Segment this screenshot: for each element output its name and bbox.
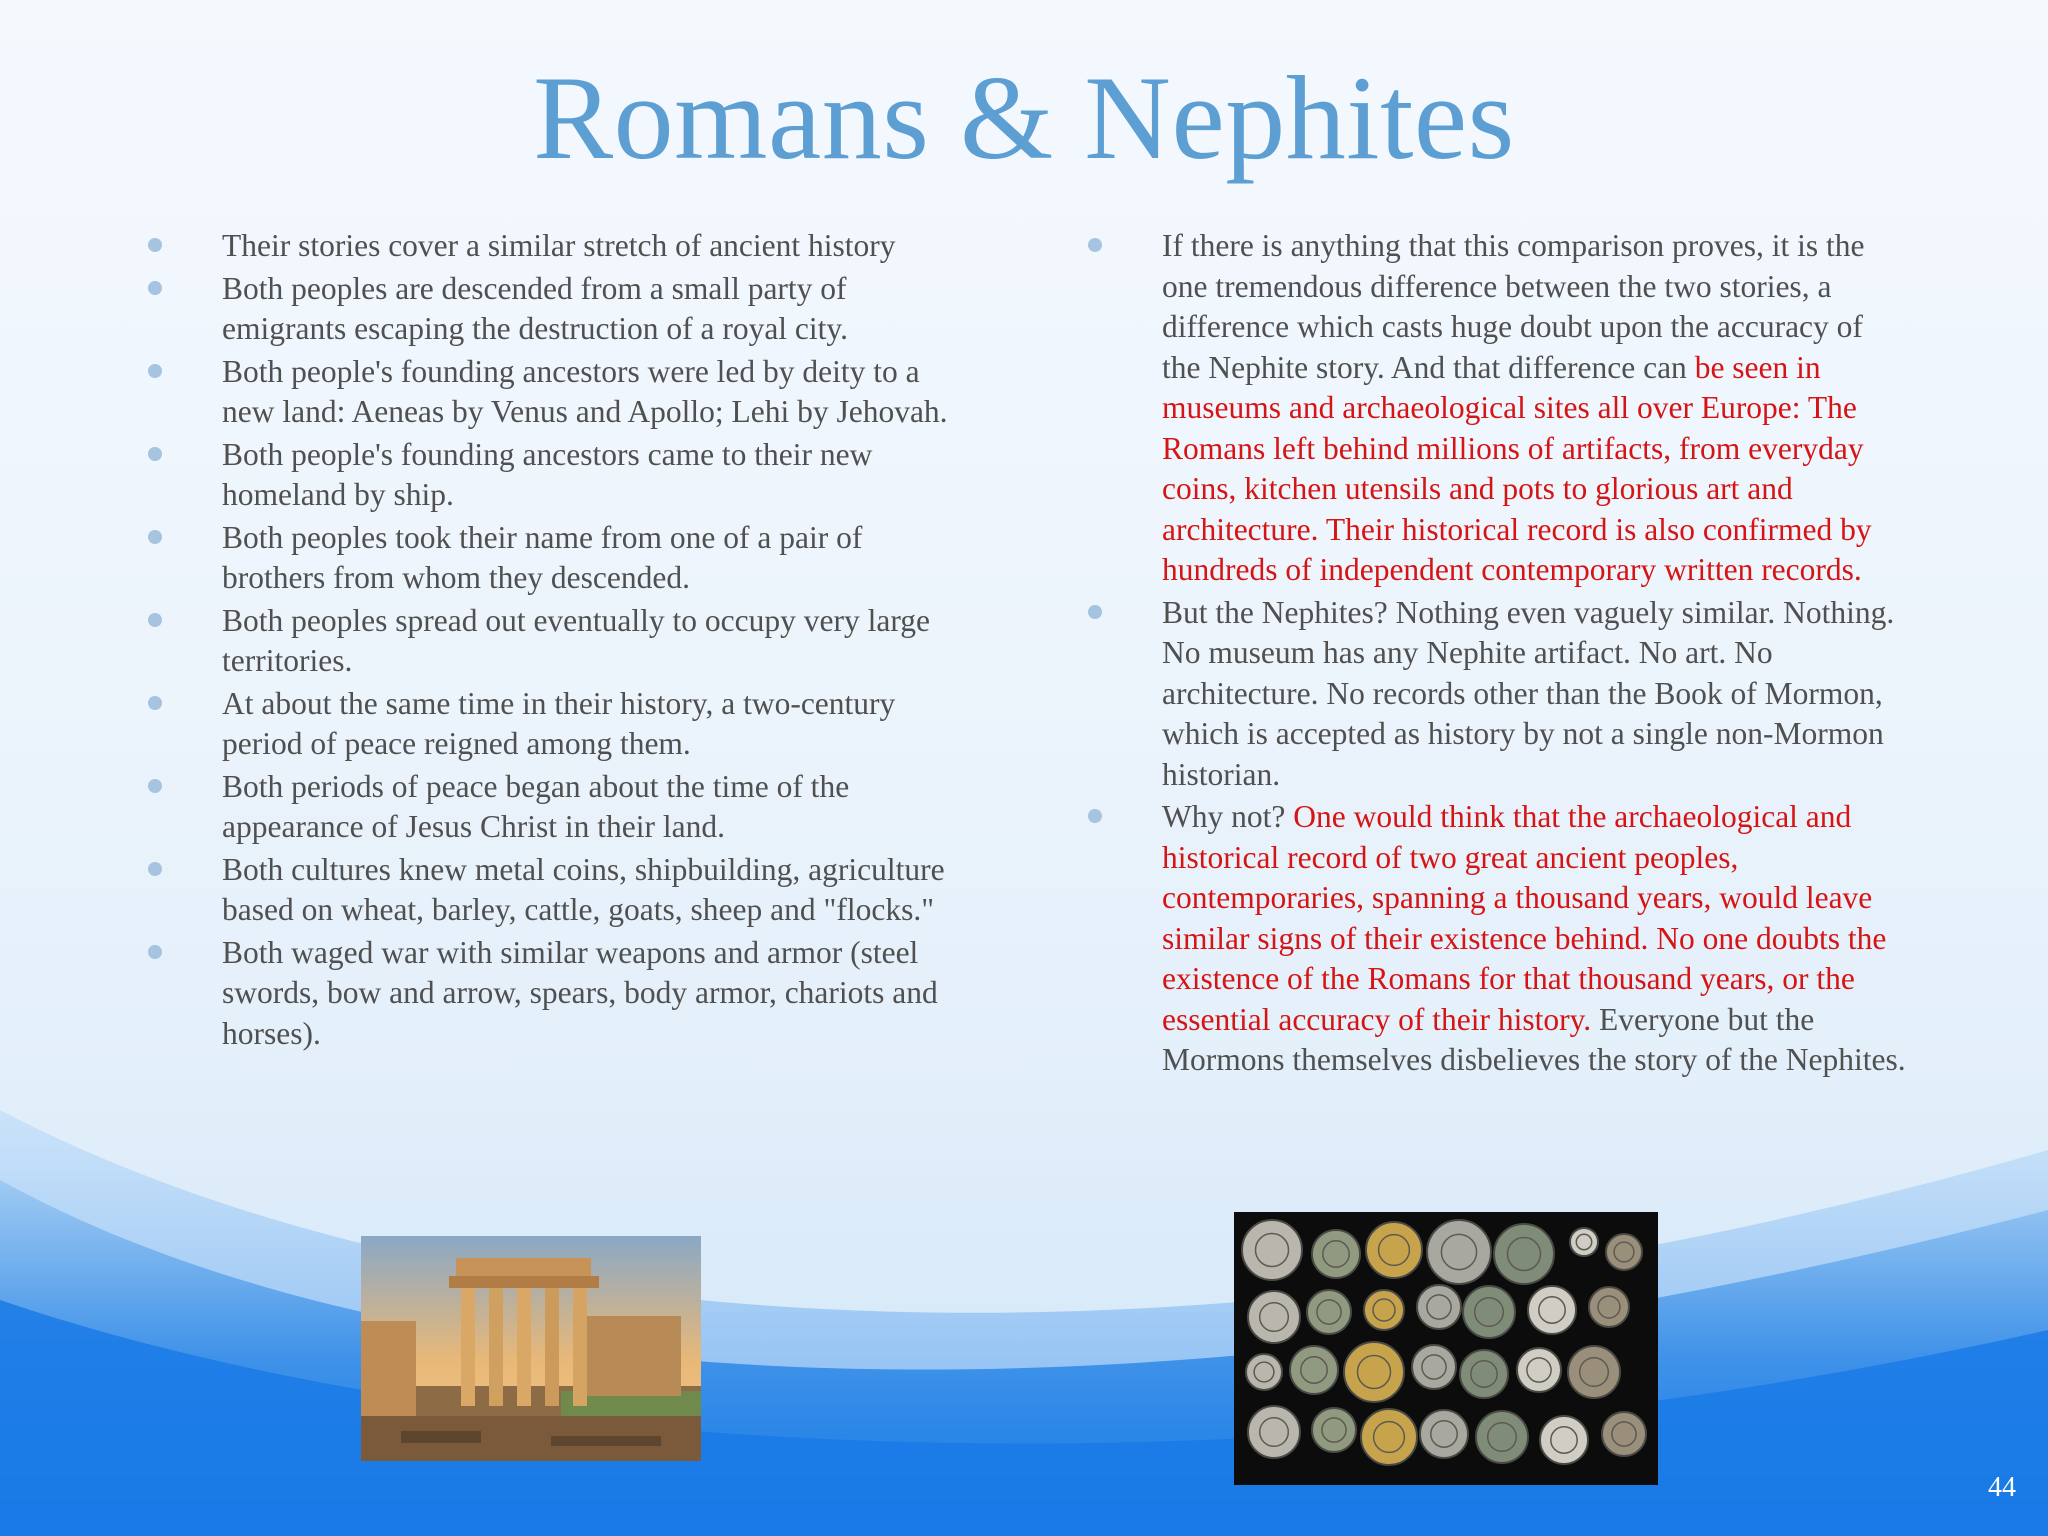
slide-title: Romans & Nephites (533, 51, 1515, 184)
coin-shape (1344, 1342, 1404, 1402)
bullet-icon (1088, 809, 1102, 823)
coin-shape (1312, 1408, 1356, 1452)
page-number: 44 (1988, 1472, 2016, 1503)
list-item (148, 684, 968, 765)
coin-shape (1242, 1220, 1302, 1280)
coin-shape (1476, 1411, 1528, 1463)
coin-shape (1307, 1290, 1351, 1334)
list-item (148, 269, 968, 350)
similarities-list (148, 226, 968, 1056)
bullet-icon (148, 281, 162, 295)
list-item (148, 226, 968, 267)
coin-shape (1312, 1230, 1360, 1278)
ancient-coins-photo (1234, 1212, 1658, 1485)
coin-shape (1494, 1224, 1554, 1284)
list-item-text: Both periods of peace began about the time of the appearance of Jesus Christ in their land. (222, 768, 850, 844)
list-item-text: Both peoples took their name from one of a pair of brothers from whom they descended. (222, 519, 863, 595)
coin-shape (1420, 1410, 1468, 1458)
list-item (148, 601, 968, 682)
list-item-text: Both people's founding ancestors came to their new homeland by ship. (222, 436, 873, 512)
coin-shape (1463, 1286, 1515, 1338)
list-item-text: Both waged war with similar weapons and armor (steel swords, bow and arrow, spears, body armor, chariots and horses). (222, 934, 938, 1051)
coin-shape (1417, 1285, 1461, 1329)
coin-shape (1568, 1346, 1620, 1398)
coin-shape (1364, 1290, 1404, 1330)
list-item (148, 933, 968, 1055)
bullet-icon (148, 447, 162, 461)
list-item-text: Their stories cover a similar stretch of ancient history (222, 228, 896, 263)
list-item (148, 850, 968, 931)
bullet-icon (1088, 605, 1102, 619)
list-item (1088, 593, 1908, 796)
list-item-text: At about the same time in their history, a two-century period of peace reigned among them. (222, 685, 896, 761)
list-item-text: Everyone but the Mormons themselves disbelieves the story of the Nephites. (1162, 1001, 1906, 1077)
list-item-text: Why not? (1162, 799, 1294, 834)
list-item-text: If there is anything that this comparison proves, it is the one tremendous difference between the two stories, a difference which casts huge doubt upon the accuracy of the Nephite story. And that difference can (1162, 228, 1865, 385)
list-item (148, 767, 968, 848)
differences-list (1088, 226, 1908, 1083)
coin-shape (1427, 1220, 1491, 1284)
list-item-text: But the Nephites? Nothing even vaguely similar. Nothing. No museum has any Nephite artifact. No art. No architecture. No records other than the Book of Mormon, which is accepted as history by not a single non-Mormon historian. (1162, 594, 1895, 792)
list-item-text: Both peoples spread out eventually to occupy very large territories. (222, 602, 930, 678)
list-item (148, 435, 968, 516)
bullet-icon (1088, 238, 1102, 252)
coin-shape (1606, 1234, 1642, 1270)
bullet-icon (148, 530, 162, 544)
list-item-text: Both cultures knew metal coins, shipbuilding, agriculture based on wheat, barley, cattle, goats, sheep and "flocks." (222, 851, 945, 927)
coin-shape (1248, 1291, 1300, 1343)
list-item (1088, 797, 1908, 1081)
coin-shape (1246, 1354, 1282, 1390)
coin-shape (1290, 1346, 1338, 1394)
bullet-icon (148, 364, 162, 378)
bullet-icon (148, 779, 162, 793)
coin-shape (1540, 1416, 1588, 1464)
list-item (148, 352, 968, 433)
highlighted-text: be seen in museums and archaeological sites all over Europe: The Romans left behind millions of artifacts, from everyday coins, kitchen utensils and pots to glorious art and architecture. Their historical record is also confirmed by hundreds of independent contemporary written records. (1162, 349, 1872, 587)
bullet-icon (148, 862, 162, 876)
roman-forum-ruins-photo (361, 1236, 701, 1461)
coin-shape (1366, 1222, 1422, 1278)
coin-shape (1361, 1409, 1417, 1465)
coin-shape (1602, 1412, 1646, 1456)
coin-shape (1570, 1228, 1598, 1256)
coin-shape (1460, 1350, 1508, 1398)
bullet-icon (148, 613, 162, 627)
bullet-icon (148, 238, 162, 252)
coin-shape (1589, 1287, 1629, 1327)
coin-shape (1528, 1286, 1576, 1334)
list-item (1088, 226, 1908, 591)
bullet-icon (148, 945, 162, 959)
bullet-icon (148, 696, 162, 710)
highlighted-text: One would think that the archaeological and historical record of two great ancient peoples, contemporaries, spanning a thousand years, would leave similar signs of their existence behind. No one doubts the existence of the Romans for that thousand years, or the essential accuracy of their history. (1162, 799, 1887, 1037)
coin-shape (1248, 1406, 1300, 1458)
coin-shape (1517, 1348, 1561, 1392)
list-item-text: Both peoples are descended from a small party of emigrants escaping the destruction of a royal city. (222, 270, 849, 346)
coin-shape (1412, 1345, 1456, 1389)
list-item-text: Both people's founding ancestors were led by deity to a new land: Aeneas by Venus and Apollo; Lehi by Jehovah. (222, 353, 948, 429)
list-item (148, 518, 968, 599)
